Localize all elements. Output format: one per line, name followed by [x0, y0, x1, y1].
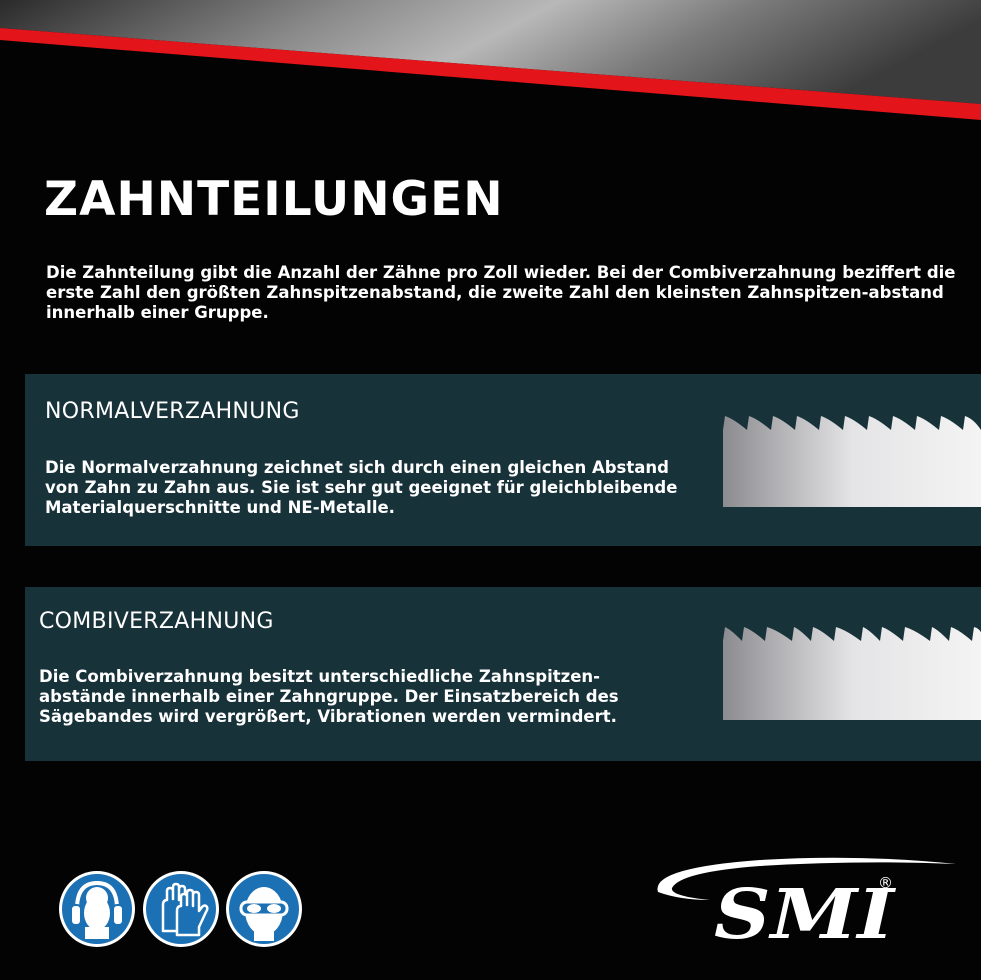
registered-mark: ® — [878, 874, 893, 892]
eye-protection-icon — [224, 869, 304, 949]
gloves-icon — [141, 869, 221, 949]
combi-tooth-text: Die Combiverzahnung besitzt unterschiedliche Zahnspitzen-abstände innerhalb einer Zahngruppe. Der Einsatzbereich des Sägebandes wird vergrößert, Vibrationen werden vermindert. — [39, 667, 619, 726]
ear-protection-icon — [57, 869, 137, 949]
brand-logo — [640, 852, 960, 952]
normal-tooth-panel — [25, 374, 981, 546]
saw-blade-combi-icon — [723, 627, 981, 722]
page-title: ZAHNTEILUNGEN — [44, 172, 504, 227]
combi-tooth-panel — [25, 587, 981, 761]
header-metal-stripe — [0, 0, 981, 140]
brand-name: SMI — [714, 875, 897, 952]
intro-text: Die Zahnteilung gibt die Anzahl der Zähne pro Zoll wieder. Bei der Combiverzahnung beziffert die erste Zahl den größten Zahnspitzenabstand, die zweite Zahl den kleinsten Zahnspitzen-abstand innerhalb einer Gruppe. — [46, 263, 956, 322]
normal-tooth-title: NORMALVERZAHNUNG — [45, 399, 300, 424]
normal-tooth-text: Die Normalverzahnung zeichnet sich durch einen gleichen Abstand von Zahn zu Zahn aus. Sie ist sehr gut geeignet für gleichbleibende Materialquerschnitte und NE-Metalle. — [45, 458, 678, 517]
saw-blade-regular-icon — [723, 414, 981, 509]
combi-tooth-title: COMBIVERZAHNUNG — [39, 609, 274, 634]
